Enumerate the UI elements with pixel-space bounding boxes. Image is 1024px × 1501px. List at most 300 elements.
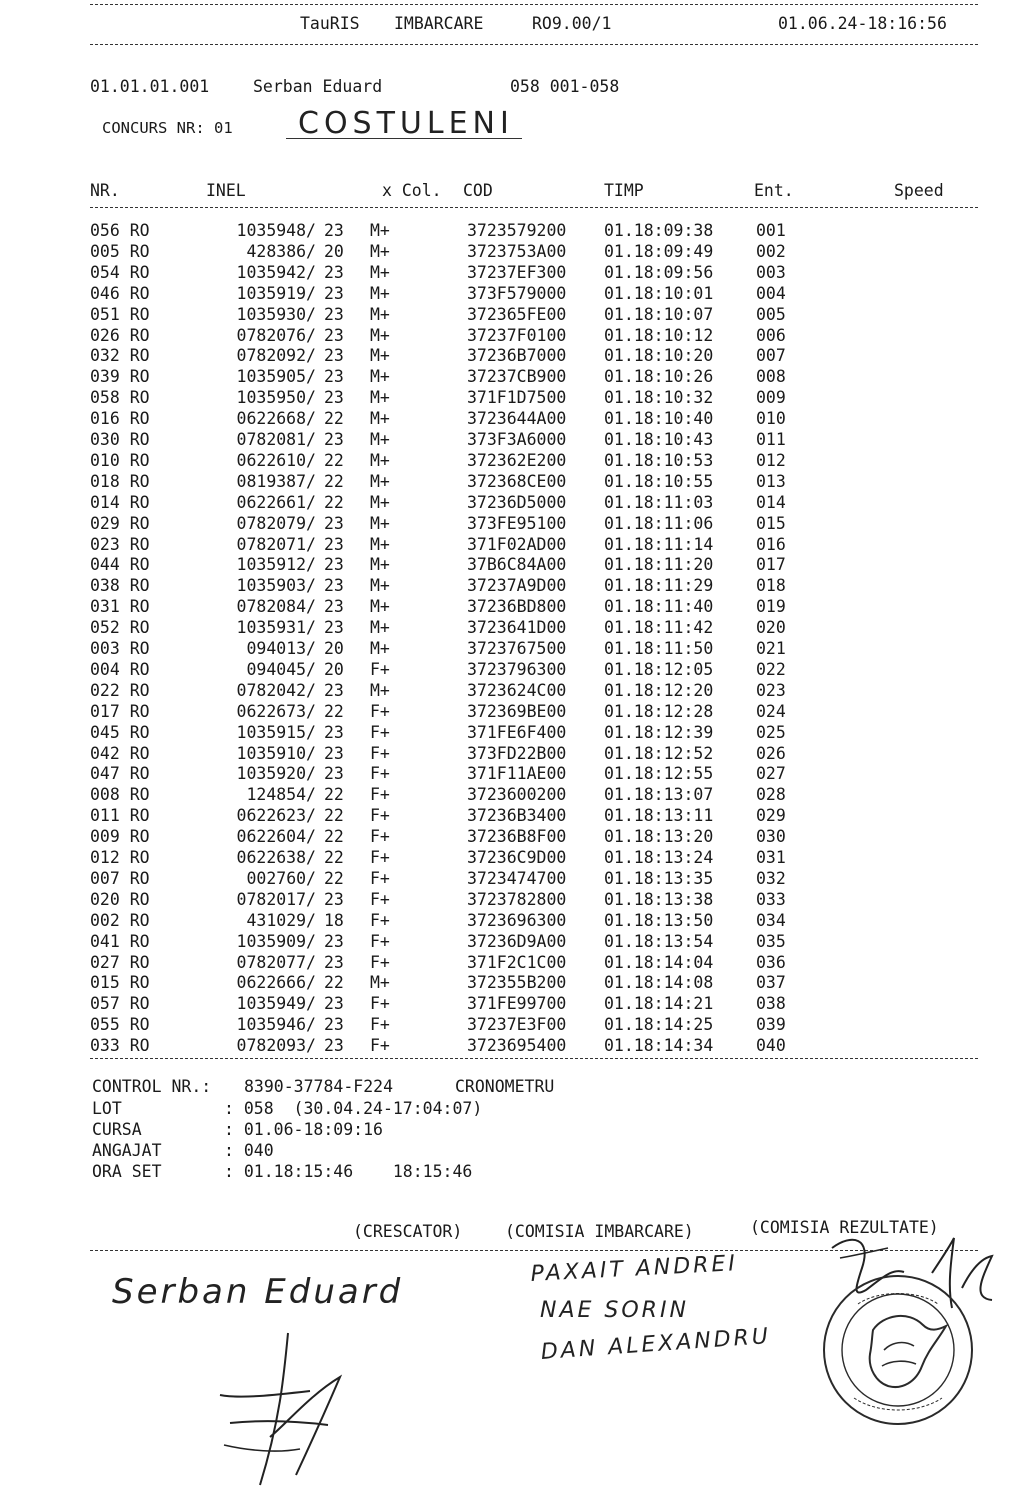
cell-timp: 01.18:12:20 <box>604 680 714 700</box>
cell-timp: 01.18:11:03 <box>604 492 714 512</box>
cell-ent: 015 <box>756 513 786 533</box>
cell-sex: F+ <box>370 743 390 763</box>
cell-sex: M+ <box>370 325 390 345</box>
cell-ent: 028 <box>756 785 786 805</box>
cell-sex: M+ <box>370 492 390 512</box>
cell-ent: 019 <box>756 597 786 617</box>
col-header-ent: Ent. <box>754 181 794 200</box>
cell-year: 22 <box>324 785 344 805</box>
cursa-value: : 01.06-18:09:16 <box>224 1120 383 1139</box>
cell-year: 18 <box>324 910 344 930</box>
cell-ent: 007 <box>756 346 786 366</box>
cell-year: 23 <box>324 346 344 366</box>
cell-ent: 027 <box>756 764 786 784</box>
cell-inel: 1035919/ <box>236 283 316 303</box>
cell-cod: 3723767500 <box>467 639 567 658</box>
cell-nr: 002 RO <box>90 910 150 930</box>
cell-ent: 038 <box>756 994 786 1014</box>
table-row <box>0 1036 1024 1057</box>
cell-ent: 034 <box>756 910 786 930</box>
cell-cod: 3723796300 <box>467 659 567 679</box>
cell-inel: 1035920/ <box>236 764 316 784</box>
cell-cod: 3723753A00 <box>467 241 567 261</box>
table-row <box>0 597 1024 618</box>
cell-nr: 020 RO <box>90 889 150 909</box>
cell-sex: M+ <box>370 513 390 533</box>
table-row <box>0 284 1024 305</box>
handwritten-commission-1: PAXAIT ANDREI <box>530 1251 739 1287</box>
cell-nr: 023 RO <box>90 534 150 554</box>
cell-year: 22 <box>324 868 344 888</box>
cell-cod: 371F02AD00 <box>467 534 567 554</box>
cell-cod: 37237F0100 <box>467 325 567 345</box>
handwritten-owner-name: Serban Eduard <box>112 1272 404 1312</box>
cell-year: 22 <box>324 409 344 429</box>
cell-sex: M+ <box>370 367 390 387</box>
cell-year: 23 <box>324 221 344 240</box>
cell-sex: F+ <box>370 722 390 742</box>
cell-cod: 371F2C1C00 <box>467 952 567 972</box>
cell-cod: 37236D9A00 <box>467 931 567 951</box>
cell-inel: 1035915/ <box>236 722 316 742</box>
cell-cod: 3723624C00 <box>467 680 567 700</box>
cell-sex: M+ <box>370 388 390 408</box>
cursa-label: CURSA <box>92 1120 142 1139</box>
owner-code: 01.01.01.001 <box>90 77 210 96</box>
table-row <box>0 827 1024 848</box>
cell-year: 22 <box>324 492 344 512</box>
cell-timp: 01.18:14:34 <box>604 1036 714 1056</box>
cell-cod: 372362E200 <box>467 450 567 470</box>
contest-place-handwritten: COSTULENI <box>298 106 514 141</box>
cell-nr: 051 RO <box>90 304 150 324</box>
cell-year: 23 <box>324 1015 344 1035</box>
cell-cod: 3723600200 <box>467 785 567 805</box>
cell-year: 23 <box>324 1036 344 1056</box>
cell-ent: 032 <box>756 868 786 888</box>
table-row <box>0 785 1024 806</box>
cell-nr: 031 RO <box>90 597 150 617</box>
cell-timp: 01.18:10:07 <box>604 304 714 324</box>
cell-inel: 094013/ <box>246 639 316 658</box>
cell-cod: 371FE6F400 <box>467 722 567 742</box>
cell-nr: 030 RO <box>90 430 150 449</box>
cell-ent: 025 <box>756 722 786 742</box>
table-row <box>0 806 1024 827</box>
cell-sex: F+ <box>370 868 390 888</box>
cell-year: 20 <box>324 241 344 261</box>
cell-inel: 428386/ <box>246 241 316 261</box>
cell-nr: 052 RO <box>90 618 150 638</box>
control-extra: CRONOMETRU <box>455 1077 555 1096</box>
cell-nr: 026 RO <box>90 325 150 345</box>
cell-sex: M+ <box>370 680 390 700</box>
cell-ent: 014 <box>756 492 786 512</box>
cell-inel: 0622623/ <box>236 806 316 826</box>
control-value: 8390-37784-F224 <box>244 1077 394 1096</box>
cell-year: 23 <box>324 722 344 742</box>
signature-label-crescator: (CRESCATOR) <box>353 1222 463 1241</box>
cell-sex: M+ <box>370 618 390 638</box>
cell-year: 23 <box>324 555 344 575</box>
cell-sex: F+ <box>370 659 390 679</box>
cell-timp: 01.18:11:50 <box>604 639 714 658</box>
cell-year: 23 <box>324 889 344 909</box>
cell-year: 23 <box>324 534 344 554</box>
cell-timp: 01.18:12:05 <box>604 659 714 679</box>
cell-year: 23 <box>324 994 344 1014</box>
cell-ent: 005 <box>756 304 786 324</box>
cell-sex: M+ <box>370 471 390 491</box>
table-row <box>0 639 1024 660</box>
cell-year: 23 <box>324 430 344 449</box>
cell-cod: 37236B8F00 <box>467 827 567 847</box>
col-header-inel: INEL <box>206 181 246 200</box>
table-row <box>0 702 1024 723</box>
cell-inel: 1035946/ <box>236 1015 316 1035</box>
cell-year: 23 <box>324 680 344 700</box>
table-row <box>0 388 1024 409</box>
cell-timp: 01.18:11:06 <box>604 513 714 533</box>
cell-inel: 0782076/ <box>236 325 316 345</box>
table-row <box>0 451 1024 472</box>
cell-inel: 1035903/ <box>236 576 316 596</box>
cell-nr: 004 RO <box>90 659 150 679</box>
cell-inel: 1035930/ <box>236 304 316 324</box>
cell-cod: 3723782800 <box>467 889 567 909</box>
table-row <box>0 367 1024 388</box>
cell-sex: F+ <box>370 952 390 972</box>
table-row <box>0 263 1024 284</box>
cell-nr: 018 RO <box>90 471 150 491</box>
cell-year: 23 <box>324 618 344 638</box>
cell-timp: 01.18:10:32 <box>604 388 714 408</box>
cell-cod: 37236B3400 <box>467 806 567 826</box>
cell-year: 22 <box>324 701 344 721</box>
cell-timp: 01.18:11:29 <box>604 576 714 596</box>
cell-ent: 021 <box>756 639 786 658</box>
table-row <box>0 681 1024 702</box>
table-row <box>0 221 1024 242</box>
cell-ent: 017 <box>756 555 786 575</box>
cell-inel: 094045/ <box>246 659 316 679</box>
cell-nr: 045 RO <box>90 722 150 742</box>
cell-nr: 011 RO <box>90 806 150 826</box>
cell-cod: 3723474700 <box>467 868 567 888</box>
table-row <box>0 723 1024 744</box>
cell-year: 23 <box>324 576 344 596</box>
cell-sex: F+ <box>370 806 390 826</box>
cell-cod: 373F579000 <box>467 283 567 303</box>
cell-cod: 373FD22B00 <box>467 743 567 763</box>
table-row <box>0 618 1024 639</box>
cell-year: 23 <box>324 325 344 345</box>
cell-nr: 042 RO <box>90 743 150 763</box>
cell-cod: 372355B200 <box>467 973 567 993</box>
cell-year: 23 <box>324 388 344 408</box>
cell-ent: 002 <box>756 241 786 261</box>
cell-timp: 01.18:12:52 <box>604 743 714 763</box>
cell-nr: 058 RO <box>90 388 150 408</box>
table-row <box>0 890 1024 911</box>
control-label: CONTROL NR.: <box>92 1077 212 1096</box>
cell-ent: 036 <box>756 952 786 972</box>
cell-inel: 0782079/ <box>236 513 316 533</box>
col-header-col: x Col. <box>382 181 442 200</box>
cell-timp: 01.18:10:26 <box>604 367 714 387</box>
cell-sex: M+ <box>370 346 390 366</box>
cell-cod: 372365FE00 <box>467 304 567 324</box>
cell-sex: F+ <box>370 994 390 1014</box>
handwritten-commission-2: NAE SORIN <box>540 1298 689 1323</box>
cell-sex: M+ <box>370 597 390 617</box>
col-header-speed: Speed <box>894 181 944 200</box>
cell-timp: 01.18:12:39 <box>604 722 714 742</box>
table-row <box>0 764 1024 785</box>
cell-nr: 029 RO <box>90 513 150 533</box>
cell-cod: 3723644A00 <box>467 409 567 429</box>
table-row <box>0 493 1024 514</box>
cell-inel: 1035912/ <box>236 555 316 575</box>
cell-nr: 056 RO <box>90 221 150 240</box>
table-row <box>0 660 1024 681</box>
cell-nr: 017 RO <box>90 701 150 721</box>
cell-timp: 01.18:14:21 <box>604 994 714 1014</box>
cell-cod: 371F1D7500 <box>467 388 567 408</box>
cell-nr: 057 RO <box>90 994 150 1014</box>
cell-timp: 01.18:10:40 <box>604 409 714 429</box>
owner-signature-scribble <box>200 1325 380 1495</box>
cell-timp: 01.18:10:53 <box>604 450 714 470</box>
cell-year: 23 <box>324 931 344 951</box>
cell-inel: 0782092/ <box>236 346 316 366</box>
cell-ent: 016 <box>756 534 786 554</box>
cell-sex: M+ <box>370 555 390 575</box>
cell-cod: 372368CE00 <box>467 471 567 491</box>
signature-label-comisia-rezultate: (COMISIA REZULTATE) <box>750 1218 939 1237</box>
cell-cod: 37237A9D00 <box>467 576 567 596</box>
cell-inel: 0782071/ <box>236 534 316 554</box>
cell-timp: 01.18:11:42 <box>604 618 714 638</box>
cell-timp: 01.18:14:04 <box>604 952 714 972</box>
angajat-value: : 040 <box>224 1141 274 1160</box>
handwritten-commission-3: DAN ALEXANDRU <box>540 1323 772 1365</box>
cell-inel: 0622668/ <box>236 409 316 429</box>
table-row <box>0 326 1024 347</box>
cell-nr: 010 RO <box>90 450 150 470</box>
lot-value: : 058 (30.04.24-17:04:07) <box>224 1099 483 1118</box>
cell-nr: 015 RO <box>90 973 150 993</box>
table-row <box>0 994 1024 1015</box>
cell-year: 23 <box>324 764 344 784</box>
cell-sex: F+ <box>370 848 390 867</box>
cell-ent: 013 <box>756 471 786 491</box>
cell-year: 23 <box>324 952 344 972</box>
cell-sex: M+ <box>370 304 390 324</box>
cell-ent: 026 <box>756 743 786 763</box>
cell-cod: 37236B7000 <box>467 346 567 366</box>
cell-timp: 01.18:10:12 <box>604 325 714 345</box>
cell-cod: 37237CB900 <box>467 367 567 387</box>
cell-ent: 009 <box>756 388 786 408</box>
cell-year: 22 <box>324 827 344 847</box>
table-row <box>0 911 1024 932</box>
cell-sex: M+ <box>370 576 390 596</box>
cell-timp: 01.18:13:38 <box>604 889 714 909</box>
cell-ent: 037 <box>756 973 786 993</box>
cell-inel: 0782084/ <box>236 597 316 617</box>
cell-inel: 124854/ <box>246 785 316 805</box>
cell-nr: 046 RO <box>90 283 150 303</box>
cell-nr: 022 RO <box>90 680 150 700</box>
cell-ent: 003 <box>756 262 786 282</box>
cell-sex: M+ <box>370 262 390 282</box>
cell-year: 23 <box>324 367 344 387</box>
table-row <box>0 932 1024 953</box>
cell-year: 22 <box>324 973 344 993</box>
cell-inel: 0782081/ <box>236 430 316 449</box>
cell-timp: 01.18:13:07 <box>604 785 714 805</box>
cell-inel: 1035948/ <box>236 221 316 240</box>
cell-sex: M+ <box>370 973 390 993</box>
cell-ent: 024 <box>756 701 786 721</box>
table-row <box>0 744 1024 765</box>
cell-ent: 040 <box>756 1036 786 1056</box>
col-header-nr: NR. <box>90 181 120 200</box>
cell-ent: 031 <box>756 848 786 867</box>
cell-sex: M+ <box>370 241 390 261</box>
cell-year: 23 <box>324 743 344 763</box>
cell-ent: 023 <box>756 680 786 700</box>
cell-timp: 01.18:10:20 <box>604 346 714 366</box>
cell-inel: 1035949/ <box>236 994 316 1014</box>
contest-label: CONCURS NR: 01 <box>102 119 233 137</box>
cell-ent: 029 <box>756 806 786 826</box>
cell-cod: 3723696300 <box>467 910 567 930</box>
cell-sex: F+ <box>370 910 390 930</box>
cell-timp: 01.18:13:20 <box>604 827 714 847</box>
cell-cod: 37236C9D00 <box>467 848 567 867</box>
cell-cod: 37236BD800 <box>467 597 567 617</box>
cell-timp: 01.18:11:40 <box>604 597 714 617</box>
cell-timp: 01.18:13:50 <box>604 910 714 930</box>
cell-sex: F+ <box>370 889 390 909</box>
owner-counts: 058 001-058 <box>510 77 620 96</box>
cell-year: 23 <box>324 513 344 533</box>
cell-ent: 010 <box>756 409 786 429</box>
table-row <box>0 305 1024 326</box>
system-name: TauRIS <box>300 14 360 33</box>
cell-nr: 008 RO <box>90 785 150 805</box>
cell-sex: M+ <box>370 430 390 449</box>
cell-year: 23 <box>324 304 344 324</box>
table-row <box>0 973 1024 994</box>
cell-cod: 371FE99700 <box>467 994 567 1014</box>
cell-year: 22 <box>324 471 344 491</box>
table-bottom-rule <box>90 1058 978 1059</box>
cell-inel: 0782042/ <box>236 680 316 700</box>
cell-nr: 041 RO <box>90 931 150 951</box>
col-header-timp: TIMP <box>604 181 644 200</box>
cell-timp: 01.18:09:49 <box>604 241 714 261</box>
cell-cod: 37237EF300 <box>467 262 567 282</box>
cell-cod: 373FE95100 <box>467 513 567 533</box>
table-row <box>0 1015 1024 1036</box>
cell-timp: 01.18:11:14 <box>604 534 714 554</box>
angajat-label: ANGAJAT <box>92 1141 162 1160</box>
cell-ent: 018 <box>756 576 786 596</box>
cell-nr: 009 RO <box>90 827 150 847</box>
cell-sex: M+ <box>370 221 390 240</box>
col-header-cod: COD <box>463 181 493 200</box>
cell-sex: F+ <box>370 701 390 721</box>
ora-set-value: : 01.18:15:46 18:15:46 <box>224 1162 473 1181</box>
cell-ent: 012 <box>756 450 786 470</box>
cell-inel: 0622661/ <box>236 492 316 512</box>
cell-cod: 37237E3F00 <box>467 1015 567 1035</box>
cell-nr: 044 RO <box>90 555 150 575</box>
cell-inel: 1035931/ <box>236 618 316 638</box>
cell-nr: 003 RO <box>90 639 150 658</box>
cell-sex: F+ <box>370 827 390 847</box>
cell-timp: 01.18:10:43 <box>604 430 714 449</box>
cell-year: 20 <box>324 659 344 679</box>
cell-sex: F+ <box>370 785 390 805</box>
cell-ent: 020 <box>756 618 786 638</box>
cell-ent: 039 <box>756 1015 786 1035</box>
cell-nr: 014 RO <box>90 492 150 512</box>
lot-label: LOT <box>92 1099 122 1118</box>
cell-ent: 022 <box>756 659 786 679</box>
cell-nr: 055 RO <box>90 1015 150 1035</box>
cell-sex: M+ <box>370 639 390 658</box>
cell-timp: 01.18:12:55 <box>604 764 714 784</box>
cell-inel: 002760/ <box>246 868 316 888</box>
cell-year: 22 <box>324 450 344 470</box>
cell-nr: 047 RO <box>90 764 150 784</box>
cell-inel: 1035910/ <box>236 743 316 763</box>
cell-nr: 007 RO <box>90 868 150 888</box>
cell-nr: 016 RO <box>90 409 150 429</box>
cell-inel: 1035909/ <box>236 931 316 951</box>
cell-inel: 0622610/ <box>236 450 316 470</box>
cell-cod: 3723579200 <box>467 221 567 240</box>
cell-cod: 373F3A6000 <box>467 430 567 449</box>
cell-nr: 038 RO <box>90 576 150 596</box>
table-row <box>0 472 1024 493</box>
cell-timp: 01.18:13:54 <box>604 931 714 951</box>
version: RO9.00/1 <box>532 14 612 33</box>
cell-inel: 0622638/ <box>236 848 316 867</box>
cell-year: 20 <box>324 639 344 658</box>
cell-nr: 027 RO <box>90 952 150 972</box>
cell-ent: 033 <box>756 889 786 909</box>
signature-label-comisia-imbarcare: (COMISIA IMBARCARE) <box>505 1222 694 1241</box>
cell-timp: 01.18:14:08 <box>604 973 714 993</box>
cell-nr: 054 RO <box>90 262 150 282</box>
cell-sex: F+ <box>370 764 390 784</box>
table-row <box>0 430 1024 451</box>
cell-timp: 01.18:14:25 <box>604 1015 714 1035</box>
cell-inel: 0782093/ <box>236 1036 316 1056</box>
cell-sex: F+ <box>370 1015 390 1035</box>
table-row <box>0 409 1024 430</box>
cell-inel: 0622673/ <box>236 701 316 721</box>
cell-inel: 1035942/ <box>236 262 316 282</box>
ora-set-label: ORA SET <box>92 1162 162 1181</box>
cell-nr: 033 RO <box>90 1036 150 1056</box>
table-row <box>0 346 1024 367</box>
